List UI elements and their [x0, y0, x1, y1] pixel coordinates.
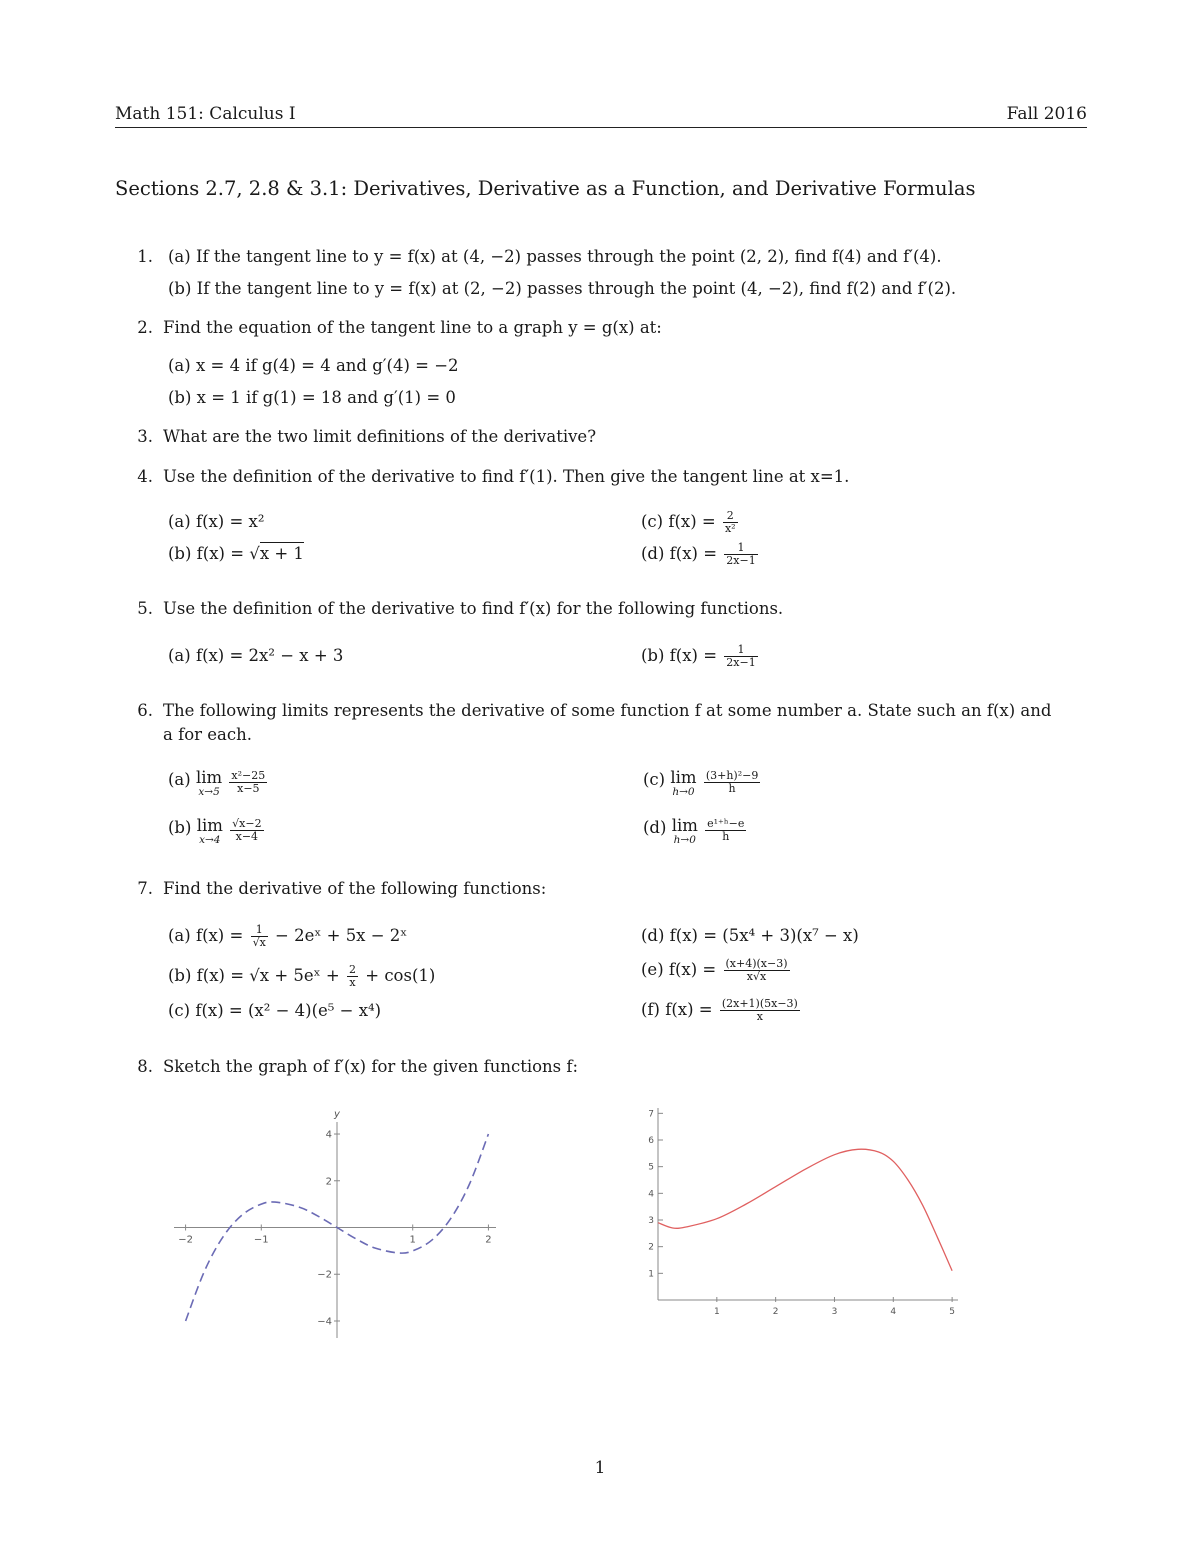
problem-5b-denominator: 2x−1: [726, 656, 756, 669]
problem-4d-numerator: 1: [724, 542, 757, 555]
problem-7a-lhs: (a) f(x) =: [168, 926, 244, 945]
graph-2-y-tick-label: 4: [648, 1189, 654, 1200]
problem-7b-lhs: (b) f(x) = √x + 5eˣ +: [168, 966, 340, 985]
problem-7b: [168, 964, 435, 989]
graph-2-y-tick-label: 2: [648, 1242, 654, 1253]
problem-7f-numerator: (2x+1)(5x−3): [721, 997, 798, 1010]
problem-8-number: 8.: [137, 1057, 153, 1076]
worksheet-title: Sections 2.7, 2.8 & 3.1: Derivatives, Derivative as a Function, and Derivative Formulas: [115, 177, 976, 200]
problem-6b-fraction: [230, 818, 263, 843]
problem-7a: [168, 924, 407, 949]
problem-3-number: 3.: [137, 427, 153, 446]
problem-2-text: Find the equation of the tangent line to a graph y = g(x) at:: [163, 318, 662, 337]
problem-6a-fraction: [229, 770, 267, 795]
problem-7-text: Find the derivative of the following functions:: [163, 879, 547, 898]
graph-2-y-tick-label: 3: [648, 1216, 654, 1226]
graph-1-y-axis-label: y: [334, 1109, 340, 1120]
graph-2-x-tick-label: 2: [772, 1307, 779, 1317]
problem-6-text-line2: a for each.: [163, 725, 252, 744]
problem-5b: [641, 644, 760, 669]
problem-6b: [168, 818, 266, 846]
problem-3-text: What are the two limit definitions of the derivative?: [163, 427, 597, 446]
header-term: Fall 2016: [1006, 104, 1087, 124]
graph-1-y-tick-label: −2: [317, 1269, 332, 1281]
problem-4c: [641, 510, 740, 535]
problem-4b-lhs: (b) f(x) = √: [168, 544, 260, 563]
problem-7b-denominator: x: [349, 976, 356, 989]
graph-1-x-tick-label: −2: [178, 1234, 193, 1246]
problem-7b-rest: + cos(1): [365, 966, 436, 985]
problem-6d-denominator: h: [722, 830, 730, 843]
problem-2a: (a) x = 4 if g(4) = 4 and g′(4) = −2: [168, 356, 459, 375]
problem-5b-fraction: [724, 644, 757, 669]
problem-7a-fraction: [251, 924, 268, 949]
problem-6-number: 6.: [137, 701, 153, 720]
problem-5b-lhs: (b) f(x) =: [641, 646, 718, 665]
problem-6c-lim: lim: [670, 768, 697, 787]
problem-4-text: Use the definition of the derivative to find f′(1). Then give the tangent line at x=1.: [163, 467, 850, 486]
graph-2-y-tick-label: 6: [648, 1136, 654, 1146]
problem-4-number: 4.: [137, 467, 153, 486]
problem-5a: (a) f(x) = 2x² − x + 3: [168, 646, 344, 665]
problem-6b-numerator: √x−2: [232, 817, 262, 830]
problem-6d-label: (d): [643, 818, 667, 837]
problem-6d-limit: [672, 818, 698, 846]
problem-4d-fraction: [724, 542, 757, 567]
problem-2b: (b) x = 1 if g(1) = 18 and g′(1) = 0: [168, 388, 456, 407]
problem-7e-denominator: x√x: [746, 970, 767, 983]
problem-6c-denominator: h: [728, 782, 736, 795]
problem-6b-denominator: x−4: [235, 830, 259, 843]
problem-7b-numerator: 2: [349, 963, 356, 976]
problem-7e-fraction: [724, 958, 790, 983]
problem-6b-limit: [197, 818, 223, 846]
header-rule: [115, 127, 1087, 128]
graph-2: [640, 1100, 970, 1330]
problem-6c-approach: h→0: [672, 786, 695, 798]
problem-7f: [641, 998, 802, 1023]
graph-1-x-tick-label: 2: [485, 1234, 492, 1246]
problem-7d: (d) f(x) = (5x⁴ + 3)(x⁷ − x): [641, 926, 859, 945]
page-number: 1: [594, 1458, 606, 1478]
problem-5-number: 5.: [137, 599, 153, 618]
graph-1: [160, 1100, 510, 1340]
problem-4c-numerator: 2: [723, 510, 738, 523]
problem-4d: [641, 542, 760, 567]
problem-4b: [168, 544, 304, 563]
problem-6b-label: (b): [168, 818, 192, 837]
problem-7b-fraction: [347, 964, 358, 989]
problem-8-text: Sketch the graph of f′(x) for the given functions f:: [163, 1057, 579, 1076]
problem-6d-numerator: e¹⁺ʰ−e: [707, 817, 745, 830]
problem-6-text-line1: The following limits represents the derivative of some function f at some number a. State such an f(x) and: [163, 701, 1052, 720]
graph-2-axes: [658, 1108, 958, 1300]
problem-6a-limit: [196, 770, 222, 798]
problem-7e: [641, 958, 792, 983]
graph-2-y-tick-label: 7: [648, 1109, 654, 1120]
problem-4b-radicand: x + 1: [259, 544, 304, 563]
problem-7a-numerator: 1: [251, 924, 268, 937]
graph-2-ticks: [648, 1109, 955, 1317]
graph-2-series-line: [658, 1149, 952, 1270]
problem-7f-lhs: (f) f(x) =: [641, 1000, 713, 1019]
graph-2-x-tick-label: 3: [831, 1307, 838, 1317]
problem-6a-lim: lim: [195, 768, 223, 787]
problem-5-text: Use the definition of the derivative to find f′(x) for the following functions.: [163, 599, 784, 618]
graph-2-y-tick-label: 5: [648, 1162, 654, 1173]
problem-6c-numerator: (3+h)²−9: [705, 769, 759, 782]
problem-6a-numerator: x²−25: [231, 769, 266, 782]
graph-2-x-tick-label: 5: [949, 1307, 955, 1317]
header-course: Math 151: Calculus I: [115, 104, 296, 124]
problem-4c-fraction: [723, 510, 738, 535]
graph-1-y-tick-label: 2: [325, 1176, 332, 1188]
problem-1-number: 1.: [137, 247, 153, 266]
problem-6c: [643, 770, 762, 798]
problem-6d-approach: h→0: [673, 834, 696, 846]
graph-1-x-tick-label: 1: [409, 1234, 416, 1246]
problem-1a: (a) If the tangent line to y = f(x) at (4, −2) passes through the point (2, 2), find f(4) and f′(4).: [168, 247, 942, 266]
problem-6c-limit: [670, 770, 696, 798]
problem-4d-denominator: 2x−1: [726, 554, 756, 567]
graph-2-x-tick-label: 4: [890, 1307, 897, 1317]
problem-1b: (b) If the tangent line to y = f(x) at (2, −2) passes through the point (4, −2), find f(2) and f′(2).: [168, 279, 957, 298]
problem-7e-lhs: (e) f(x) =: [641, 960, 717, 979]
graph-2-x-tick-label: 1: [713, 1307, 720, 1317]
graph-1-y-tick-label: −4: [317, 1316, 332, 1328]
problem-7e-numerator: (x+4)(x−3): [725, 957, 788, 970]
problem-4c-lhs: (c) f(x) =: [641, 512, 716, 531]
problem-6d: [643, 818, 748, 846]
problem-7f-denominator: x: [756, 1010, 763, 1023]
problem-4d-lhs: (d) f(x) =: [641, 544, 718, 563]
graph-1-ticks: [178, 1130, 491, 1328]
problem-4a: (a) f(x) = x²: [168, 512, 265, 531]
problem-5b-numerator: 1: [724, 644, 757, 657]
graph-1-y-tick-label: 4: [325, 1129, 332, 1141]
problem-6c-label: (c): [643, 770, 666, 789]
problem-7a-denominator: √x: [252, 936, 266, 949]
problem-7-number: 7.: [137, 879, 153, 898]
problem-6b-lim: lim: [196, 816, 223, 835]
problem-7c: (c) f(x) = (x² − 4)(e⁵ − x⁴): [168, 1001, 382, 1020]
problem-4c-denominator: x²: [724, 522, 736, 535]
problem-7f-fraction: [720, 998, 800, 1023]
problem-6a-approach: x→5: [198, 786, 220, 798]
problem-6d-fraction: [705, 818, 746, 843]
graph-2-y-tick-label: 1: [648, 1269, 654, 1280]
problem-2-number: 2.: [137, 318, 153, 337]
problem-6a-label: (a): [168, 770, 191, 789]
problem-6c-fraction: [704, 770, 761, 795]
problem-6d-lim: lim: [671, 816, 698, 835]
problem-6a-denominator: x−5: [237, 782, 260, 795]
problem-7a-rest: − 2eˣ + 5x − 2ˣ: [275, 926, 408, 945]
graph-1-x-tick-label: −1: [253, 1234, 269, 1246]
problem-6b-approach: x→4: [199, 834, 221, 846]
problem-6a: [168, 770, 269, 798]
